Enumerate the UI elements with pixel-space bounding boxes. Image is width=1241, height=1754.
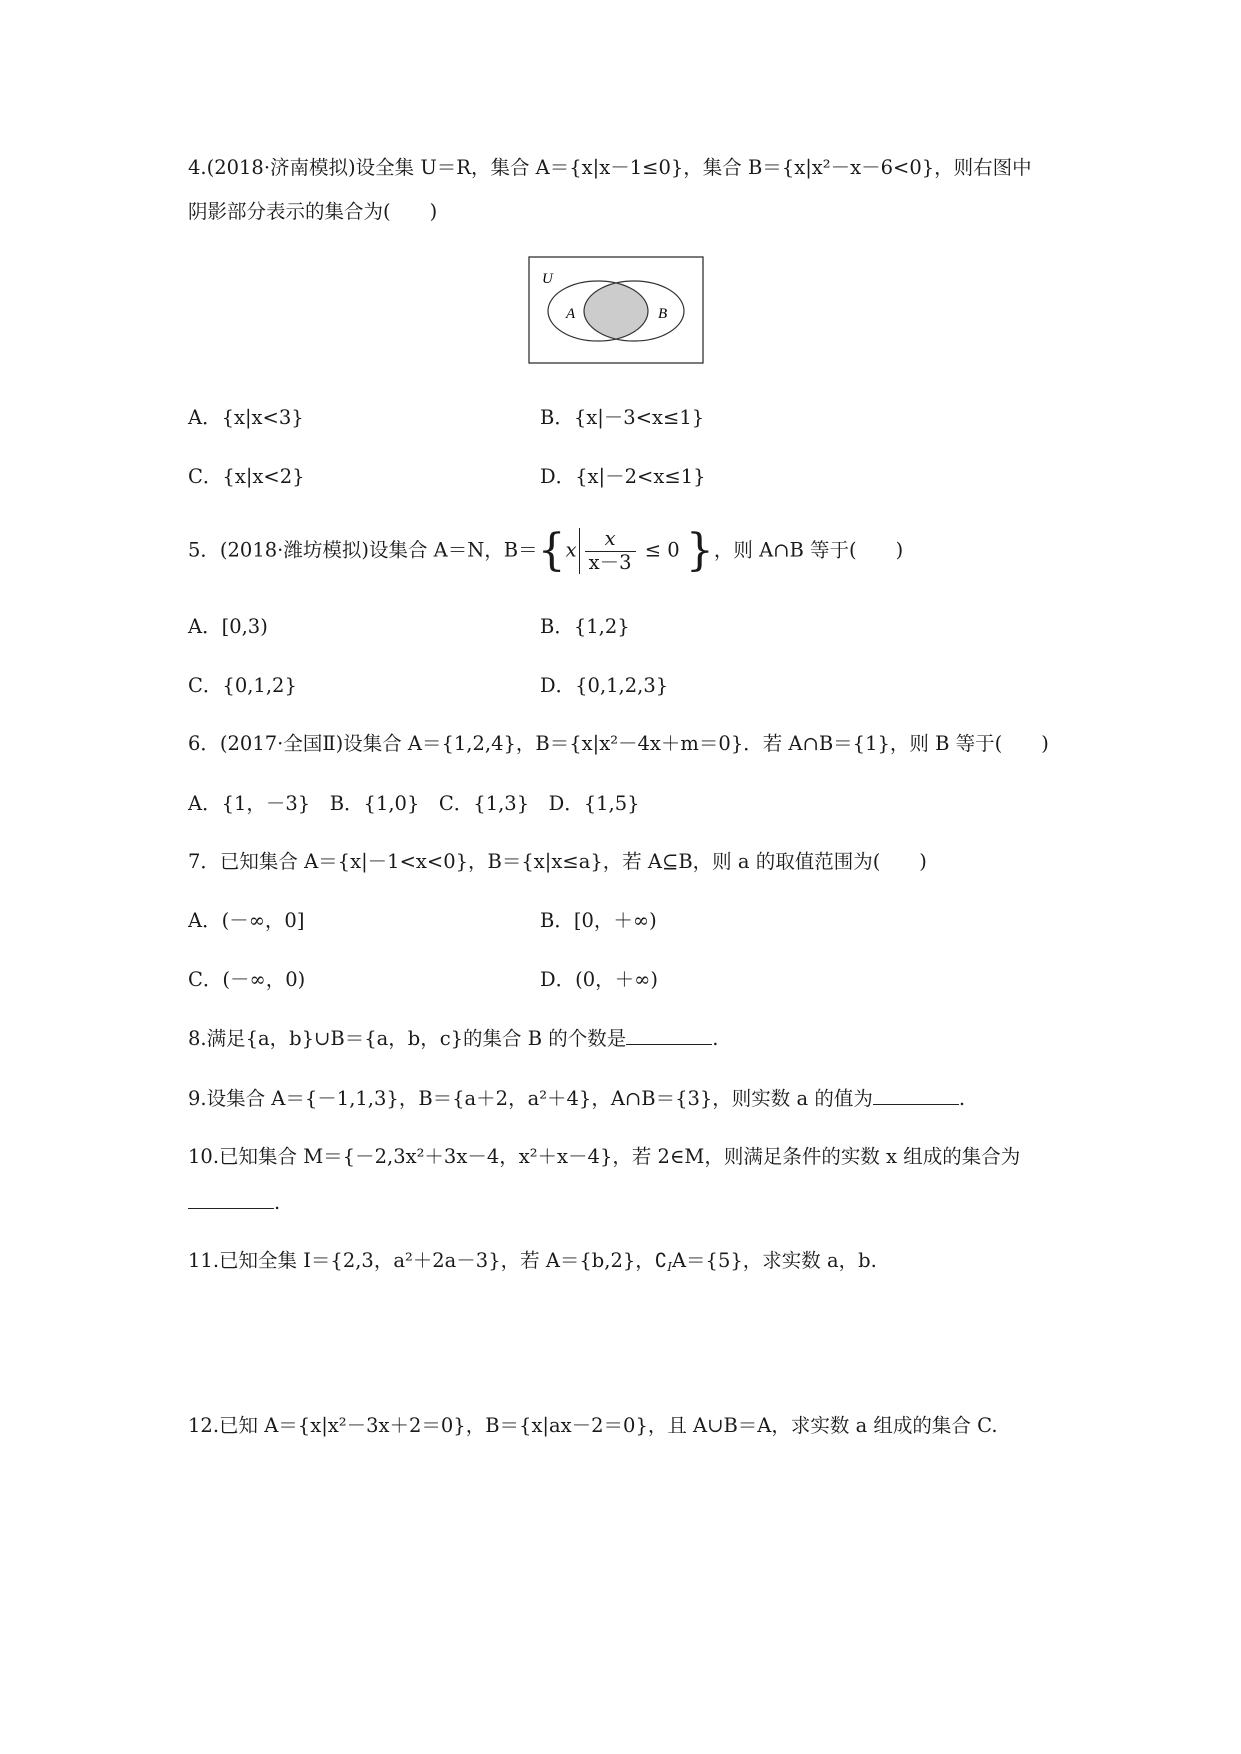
q5-brace-open: { (537, 525, 566, 576)
q9-end: . (958, 1087, 966, 1110)
q5-option-b: B．{1,2} (540, 615, 630, 638)
q5-option-d: D．{0,1,2,3} (540, 674, 669, 697)
label-b: B (658, 306, 668, 322)
q5-fraction-denominator: x－3 (588, 550, 632, 574)
q6-text: 6．(2017·全国Ⅱ)设集合 A＝{1,2,4}，B＝{x|x²－4x＋m＝0}．若 A∩B＝{1}，则 B 等于( ) (188, 732, 1049, 755)
q4-option-b: B．{x|－3<x≤1} (540, 406, 705, 429)
q11-text-b: A＝{5}，求实数 a，b. (671, 1249, 877, 1272)
label-a: A (566, 306, 576, 322)
q5-option-c: C．{0,1,2} (188, 674, 297, 697)
q8-line (188, 1023, 718, 1051)
q9-text: 9.设集合 A＝{－1,1,3}，B＝{a＋2，a²＋4}，A∩B＝{3}，则实数 a 的值为 (188, 1087, 873, 1110)
q4-line1: 4.(2018·济南模拟)设全集 U＝R，集合 A＝{x|x－1≤0}，集合 B＝{x|x²－x－6<0}，则右图中 (188, 156, 1032, 179)
q10-line1: 10.已知集合 M＝{－2,3x²＋3x－4，x²＋x－4}，若 2∈M，则满足条件的实数 x 组成的集合为 (188, 1145, 1021, 1168)
q10-answer-blank (188, 1188, 274, 1209)
q4-option-d: D．{x|－2<x≤1} (540, 465, 706, 488)
q4-option-c: C．{x|x<2} (188, 465, 305, 488)
q7-option-d: D．(0，＋∞) (540, 968, 658, 991)
label-u: U (542, 271, 553, 287)
q5-suffix: ，则 A∩B 等于( ) (713, 538, 904, 562)
q5-set-variable: x (565, 538, 577, 562)
q11-line (188, 1245, 877, 1274)
q5-option-a: A．[0,3) (188, 615, 268, 638)
q9-answer-blank (873, 1084, 959, 1105)
q5-prefix: 5．(2018·潍坊模拟)设集合 A＝N，B＝ (188, 538, 538, 562)
q8-end: . (712, 1027, 719, 1050)
q5-fraction (585, 528, 636, 574)
q7-option-b: B．[0，＋∞) (540, 909, 657, 932)
q5-fraction-numerator: x (585, 528, 636, 551)
q5-relation: ≤ 0 (644, 538, 680, 562)
q10-line2 (188, 1188, 280, 1214)
q5-bar (579, 528, 580, 574)
q11-complement-subscript: I (667, 1260, 672, 1274)
q8-text: 8.满足{a，b}∪B＝{a，b，c}的集合 B 的个数是 (188, 1027, 627, 1050)
q6-options: A．{1，－3} B．{1,0} C．{1,3} D．{1,5} (188, 792, 640, 815)
q12-text: 12.已知 A＝{x|x²－3x＋2＝0}，B＝{x|ax－2＝0}，且 A∪B＝A，求实数 a 组成的集合 C. (188, 1414, 998, 1437)
venn-diagram (528, 256, 704, 364)
q10-end: . (274, 1191, 281, 1214)
q4-line2: 阴影部分表示的集合为( ) (188, 200, 438, 223)
q5-line (188, 525, 904, 576)
q11-text-a: 11.已知全集 I＝{2,3，a²＋2a－3}，若 A＝{b,2}，∁ (188, 1249, 668, 1272)
q9-line (188, 1083, 965, 1111)
q7-text: 7．已知集合 A＝{x|－1<x<0}，B＝{x|x≤a}，若 A⊆B，则 a 的取值范围为( ) (188, 850, 927, 873)
q7-option-c: C．(－∞，0) (188, 968, 306, 991)
q8-answer-blank (626, 1024, 712, 1045)
q7-option-a: A．(－∞，0] (188, 909, 305, 932)
q5-brace-close: } (685, 525, 714, 576)
q4-option-a: A．{x|x<3} (188, 406, 304, 429)
